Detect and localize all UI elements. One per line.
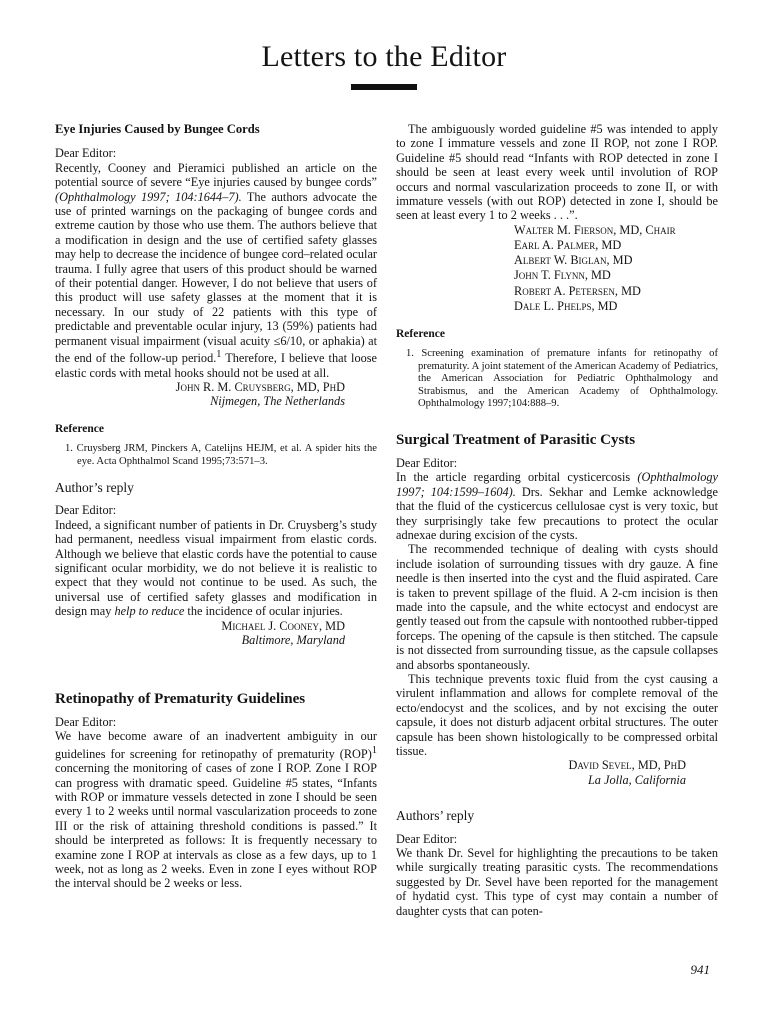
reply-body: We thank Dr. Sevel for highlighting the precautions to be taken while surgically treating parasitic cysts. The recommendations suggested by Dr. Sevel have been reported for the management of hydatid cyst. This type of cyst may contain a number of daughter cysts that can poten-	[396, 846, 718, 918]
reference-heading: Reference	[55, 422, 104, 435]
reply-body: Indeed, a significant number of patients in Dr. Cruysberg’s study had permanent, needless visual impairment from elastic cords. Although we believe that elastic cords have the potential to cause significant ocular morbidity, we do not believe it is realistic to expect that they would not continue to be used. As such, the universal use of certified safety glasses and modification in design may help to reduce the incidence of ocular injuries.	[55, 517, 377, 619]
signature-name: Albert W. Biglan, MD	[514, 253, 633, 268]
salutation: Dear Editor:	[55, 146, 117, 161]
letter-body: In the article regarding orbital cysticercosis (Ophthalmology 1997; 104:1599–1604). Drs. Sekhar and Lemke acknowledge that the fluid of the cysticercus cellulosae cyst is very toxic, but they surprisingly take few precautions to protect the ocular adnexae during excision of the cysts.	[396, 470, 718, 542]
page-number: 941	[690, 962, 710, 977]
footnote-marker: 1	[371, 744, 377, 756]
letter-title-bungee: Eye Injuries Caused by Bungee Cords	[55, 122, 260, 136]
page-title: Letters to the Editor	[261, 40, 507, 73]
reference-heading: Reference	[396, 328, 445, 341]
signature-name: John T. Flynn, MD	[514, 268, 611, 283]
signature-name: Walter M. Fierson, MD, Chair	[514, 222, 676, 237]
page-header	[0, 40, 768, 90]
salutation: Dear Editor:	[396, 455, 458, 470]
letter-title-parasitic: Surgical Treatment of Parasitic Cysts	[396, 431, 636, 448]
signature-location: Nijmegen, The Netherlands	[210, 394, 345, 409]
footnote-marker: 1	[216, 349, 222, 361]
title-rule	[351, 84, 417, 90]
reference-item: 1. Cruysberg JRM, Pinckers A, Catelijns HEJM, et al. A spider hits the eye. Acta Ophthalmol Scand 1995;73:571–3.	[65, 443, 377, 467]
signature-name: Michael J. Cooney, MD	[221, 618, 345, 633]
letter-body: The recommended technique of dealing with cysts should include isolation of surrounding tissues with dry gauze. A fine needle is then inserted into the cyst and the fluid aspirated. Care is taken to prevent spillage of the fluid. A 2-cm incision is then made into the capsule, and the white ectocyst and endocyst are gently teased out from the capsule with nontoothed rubber-tipped forceps. The opening of the capsule is then stitched. The capsule is not dissected from surrounding tissue, as the capsule collapses and absorbs spontaneously.	[396, 542, 718, 672]
reply-heading: Author’s reply	[55, 480, 134, 496]
signature-location: Baltimore, Maryland	[241, 633, 345, 648]
letter-title-rop: Retinopathy of Prematurity Guidelines	[55, 690, 306, 707]
right-column	[396, 122, 718, 918]
letter-body: Recently, Cooney and Pieramici published an article on the potential source of severe “Eye injuries caused by bungee cords” (Ophthalmology 1997; 104:1644–7). The authors advocate the use of printed warnings on the packaging of bungee cords and extreme caution by those who use them. The authors believe that a modification in design and the use of certified safety glasses may help to decrease the incidence of bungee cord–related ocular trauma. I fully agree that users of this product should be warned of their potential danger. However, I do not believe that users of this product will use safety glasses at the moment that it is necessary. In our study of 22 patients with this type of predictable and preventable ocular injury, 13 (59%) patients had permanent visual impairment (visual acuity ≤6/10, or aphakia) at the end of the follow-up period.$^1$ Therefore, I believe that loose elastic cords with metal hooks should not be used at all.	[55, 160, 377, 380]
reply-heading: Authors’ reply	[396, 808, 475, 824]
letter-body-continued: The ambiguously worded guideline #5 was intended to apply to zone I immature vessels and zone II ROP, not zone I ROP. Guideline #5 should read “Infants with ROP detected in zone I should be seen at least every week until involution of ROP occurs and normal vascularization proceeds to zone II, or with immature vessels (with out ROP) detected in zone I, should be seen at least every 1 to 2 weeks . . .”.	[396, 122, 718, 223]
signature-name: Earl A. Palmer, MD	[514, 238, 622, 253]
signature-block	[396, 223, 718, 314]
letter-body: We have become aware of an inadvertent ambiguity in our guidelines for screening for retinopathy of prematurity (ROP)$^1$ concerning the monitoring of cases of zone I ROP. Zone I ROP can progress with dramatic speed. Guideline #5 states, “Infants with ROP or immature vessels detected in zone I should be seen every 1 to 2 weeks until normal vascularization proceeds to zone III or the risk of attaining threshold conditions is passed.” It should be interpreted as follows: It is frequently necessary to examine zone I ROP at intervals as close as a few days, up to 1 week, not as long as 2 weeks. Even in zone I eyes without ROP the interval should be 2 weeks or less.	[55, 729, 377, 891]
signature-name: John R. M. Cruysberg, MD, PhD	[175, 380, 345, 394]
signature-location: La Jolla, California	[587, 772, 686, 787]
salutation: Dear Editor:	[55, 714, 117, 729]
signature-name: David Sevel, MD, PhD	[568, 758, 686, 773]
left-column	[55, 122, 377, 891]
salutation: Dear Editor:	[396, 831, 458, 846]
signature-name: Robert A. Petersen, MD	[514, 283, 641, 298]
salutation: Dear Editor:	[55, 503, 117, 518]
citation: (Ophthalmology 1997; 104:1599–1604).	[396, 470, 718, 499]
reference-item: 1. Screening examination of premature infants for retinopathy of prematurity. A joint statement of the American Academy of Pediatrics, the American Association for Pediatric Ophthalmology and Strabismus, and the American Academy of Ophthalmology. Ophthalmology 1997;104:888–9.	[406, 348, 718, 410]
signature-name: Dale L. Phelps, MD	[514, 298, 618, 313]
letter-body: This technique prevents toxic fluid from the cyst causing a virulent inflammation and allows for complete removal of the ecto/endocyst and the scolices, and by not excising the outer capsule, it does not disturb adjacent orbital structures. The outer capsule has been shown histologically to be compressed orbital tissue.	[396, 672, 718, 759]
citation: (Ophthalmology 1997; 104:1644–7).	[55, 189, 242, 204]
